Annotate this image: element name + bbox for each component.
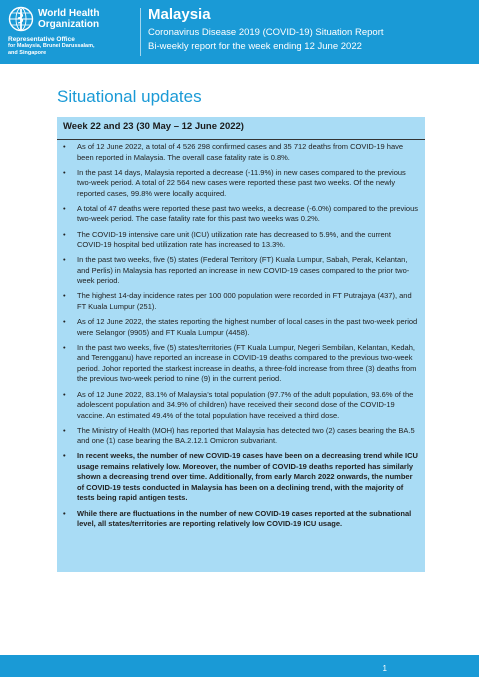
bullet-text: While there are fluctuations in the number of new COVID-19 cases reported at the subnational level, all states/territories are reporting relatively low COVID-19 ICU usage.	[77, 508, 412, 529]
bullet-dot-icon: •	[63, 229, 66, 239]
who-logo	[8, 6, 138, 62]
situation-panel	[57, 117, 425, 572]
bullet-item	[57, 204, 425, 225]
bullet-dot-icon: •	[63, 167, 66, 177]
bullet-dot-icon: •	[63, 389, 66, 399]
section-title: Situational updates	[57, 87, 202, 106]
bullet-text: In the past two weeks, five (5) states (Federal Territory (FT) Kuala Lumpur, Sabah, Perak, Kelantan, and Perlis) in Malaysia has reported an increase in new COVID-19 cases compared to the prior two-week period.	[77, 255, 410, 286]
bullet-dot-icon: •	[63, 203, 66, 213]
page-number: 1	[382, 664, 387, 673]
bullet-dot-icon: •	[63, 317, 66, 327]
bullet-dot-icon: •	[63, 142, 66, 151]
bullet-item	[57, 168, 425, 200]
bullet-item	[57, 230, 425, 251]
bullet-text: As of 12 June 2022, the states reporting the highest number of local cases in the past two-week period were Selangor (9905) and FT Kuala Lumpur (4458).	[77, 317, 418, 337]
bullet-item	[57, 426, 425, 447]
report-period: Bi-weekly report for the week ending 12 June 2022	[148, 41, 362, 52]
bullet-list	[57, 142, 425, 534]
country-title: Malaysia	[148, 6, 211, 23]
org-name-line2: Organization	[38, 19, 100, 30]
panel-heading: Week 22 and 23 (30 May – 12 June 2022)	[63, 121, 244, 132]
bullet-dot-icon: •	[63, 255, 66, 265]
bullet-text: As of 12 June 2022, a total of 4 526 298 confirmed cases and 35 712 deaths from COVID-19 have been reported in Malaysia. The overall case fatality rate is 0.8%.	[77, 142, 404, 162]
bullet-text: The highest 14-day incidence rates per 100 000 population were recorded in FT Putrajaya (437), and FT Kuala Lumpur (251).	[77, 291, 412, 311]
bullet-text: The Ministry of Health (MOH) has reported that Malaysia has detected two (2) cases bearing the BA.5 and one (1) case bearing the BA.2.12.1 Omicron subvariant.	[77, 425, 415, 446]
page-footer	[0, 655, 479, 677]
who-emblem-icon	[8, 6, 34, 32]
bullet-dot-icon: •	[63, 342, 66, 352]
bullet-item	[57, 390, 425, 422]
bullet-text: In the past 14 days, Malaysia reported a decrease (-11.9%) in new cases compared to the previous two-week period. A total of 22 564 new cases were reported these past two weeks. Of the newly reported cases, 99.8% were locally acquired.	[77, 167, 406, 198]
bullet-item	[57, 255, 425, 287]
bullet-dot-icon: •	[63, 291, 66, 301]
office-line3: and Singapore	[8, 50, 47, 56]
bullet-dot-icon: •	[63, 425, 66, 435]
header-divider	[140, 8, 141, 56]
org-name-line1: World Health	[38, 8, 100, 19]
bullet-item	[57, 343, 425, 385]
bullet-dot-icon: •	[63, 451, 66, 461]
bullet-text: As of 12 June 2022, 83.1% of Malaysia’s total population (97.7% of the adult population, 93.6% of the adolescent population and 34.9% of children) have received their second dose of the COVID-19 vaccine. An estimated 49.4% of the total population have received a third dose.	[77, 389, 414, 420]
bullet-item	[57, 509, 425, 530]
report-header	[0, 0, 479, 64]
bullet-text: In recent weeks, the number of new COVID-19 cases have been on a decreasing trend while ICU usage remains relatively low. Moreover, the number of COVID-19 deaths reported has similarly shown a decreasing trend over time. Additionally, from early March 2022 onwards, the number of COVID-19 tests conducted in Malaysia has been on a declining trend, with the majority of tests being rapid antigen tests.	[77, 451, 418, 503]
bullet-text: A total of 47 deaths were reported these past two weeks, a decrease (-6.0%) compared to the previous two-week period. The case fatality rate for this past two weeks was 0.2%.	[77, 203, 419, 224]
office-line1: Representative Office	[8, 36, 75, 43]
bullet-dot-icon: •	[63, 508, 66, 518]
bullet-item	[57, 317, 425, 338]
report-subtitle: Coronavirus Disease 2019 (COVID-19) Situation Report	[148, 27, 384, 38]
bullet-text: In the past two weeks, five (5) states/territories (FT Kuala Lumpur, Negeri Sembilan, Kelantan, Kedah, and Terengganu) have reported an increase in COVID-19 deaths compared to the previous two-week period. Johor reported the starkest increase in deaths, a three-fold increase from three (3) deaths from the previous two-week period to nine (9) in the current period.	[77, 342, 417, 384]
bullet-item	[57, 142, 425, 163]
bullet-text: The COVID-19 intensive care unit (ICU) utilization rate has decreased to 5.9%, and the current COVID-19 hospital bed utilization rate has increased to 13.3%.	[77, 229, 391, 250]
org-name	[38, 8, 138, 30]
bullet-item	[57, 291, 425, 312]
bullet-item	[57, 451, 425, 504]
panel-divider	[57, 139, 425, 140]
office-name	[8, 36, 138, 57]
office-line2: for Malaysia, Brunei Darussalam,	[8, 43, 95, 49]
